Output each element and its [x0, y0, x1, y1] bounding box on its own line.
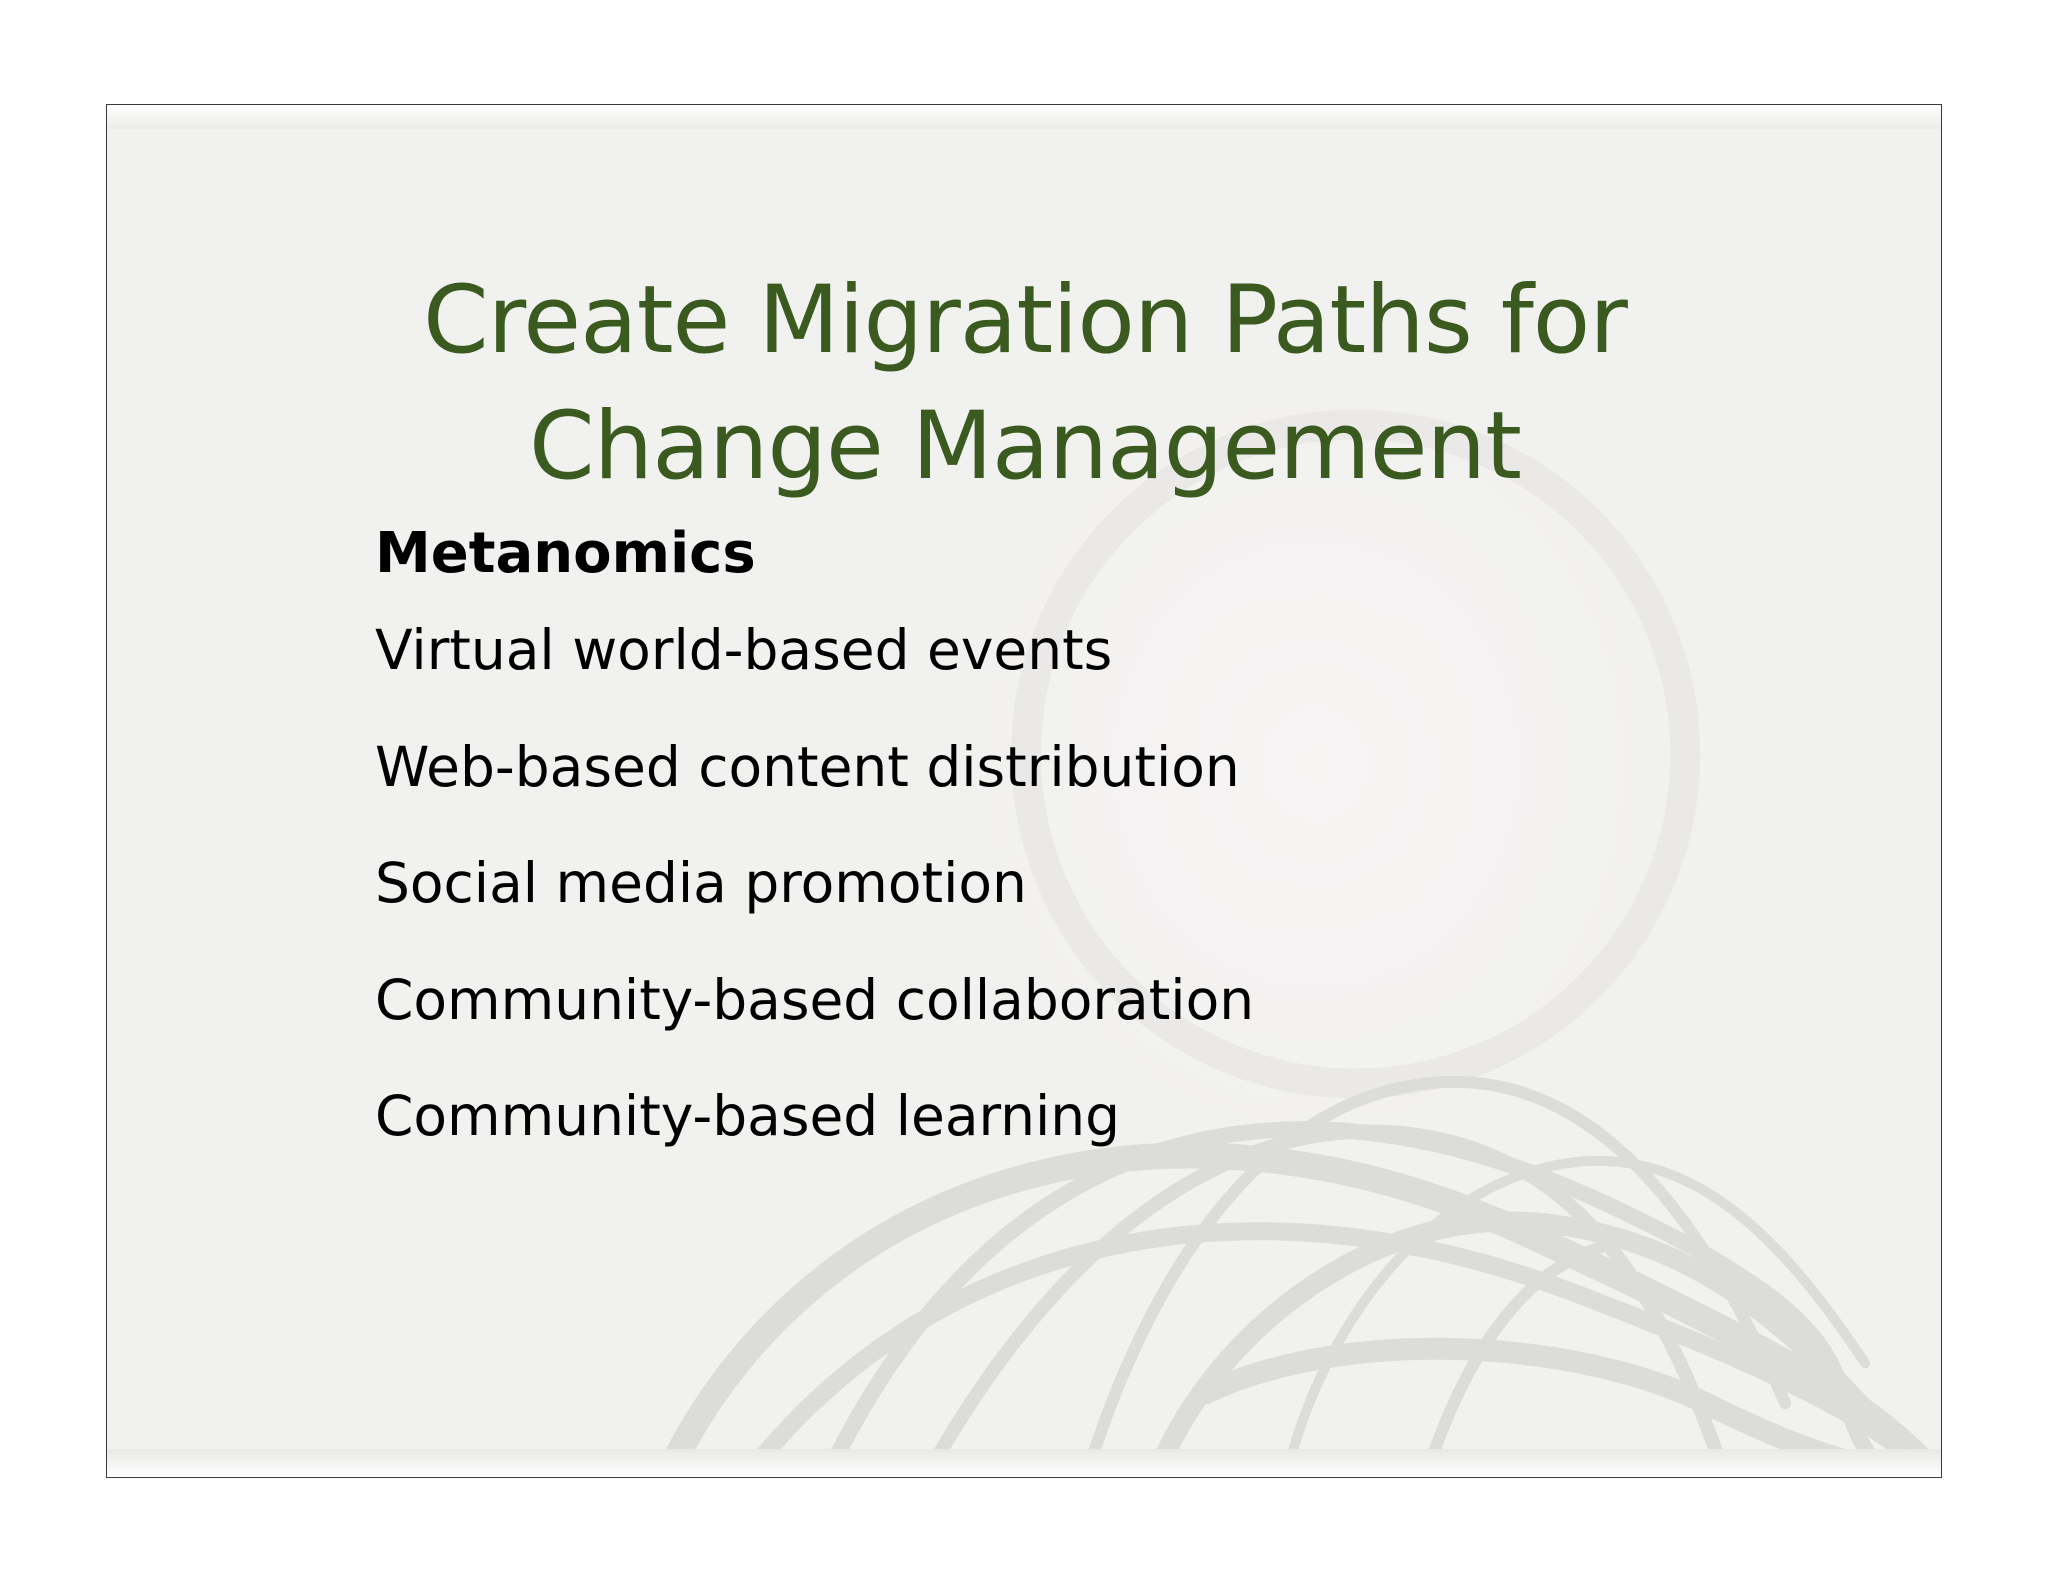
slide [106, 104, 1942, 1478]
slide-content [375, 519, 1675, 1198]
slide-title [107, 258, 1942, 510]
slide-top-band [107, 105, 1941, 129]
list-item: Social media promotion [375, 851, 1027, 915]
section-heading: Metanomics [375, 521, 756, 586]
list-item: Web-based content distribution [375, 734, 1240, 799]
bullet-list [375, 615, 1675, 1198]
list-item: Community-based collaboration [375, 967, 1255, 1032]
slide-title-line-1: Create Migration Paths for [423, 266, 1627, 375]
slide-title-line-2: Change Management [529, 392, 1521, 501]
list-item: Virtual world-based events [375, 618, 1113, 682]
list-item: Community-based learning [375, 1084, 1121, 1148]
slide-bottom-band [107, 1449, 1941, 1477]
